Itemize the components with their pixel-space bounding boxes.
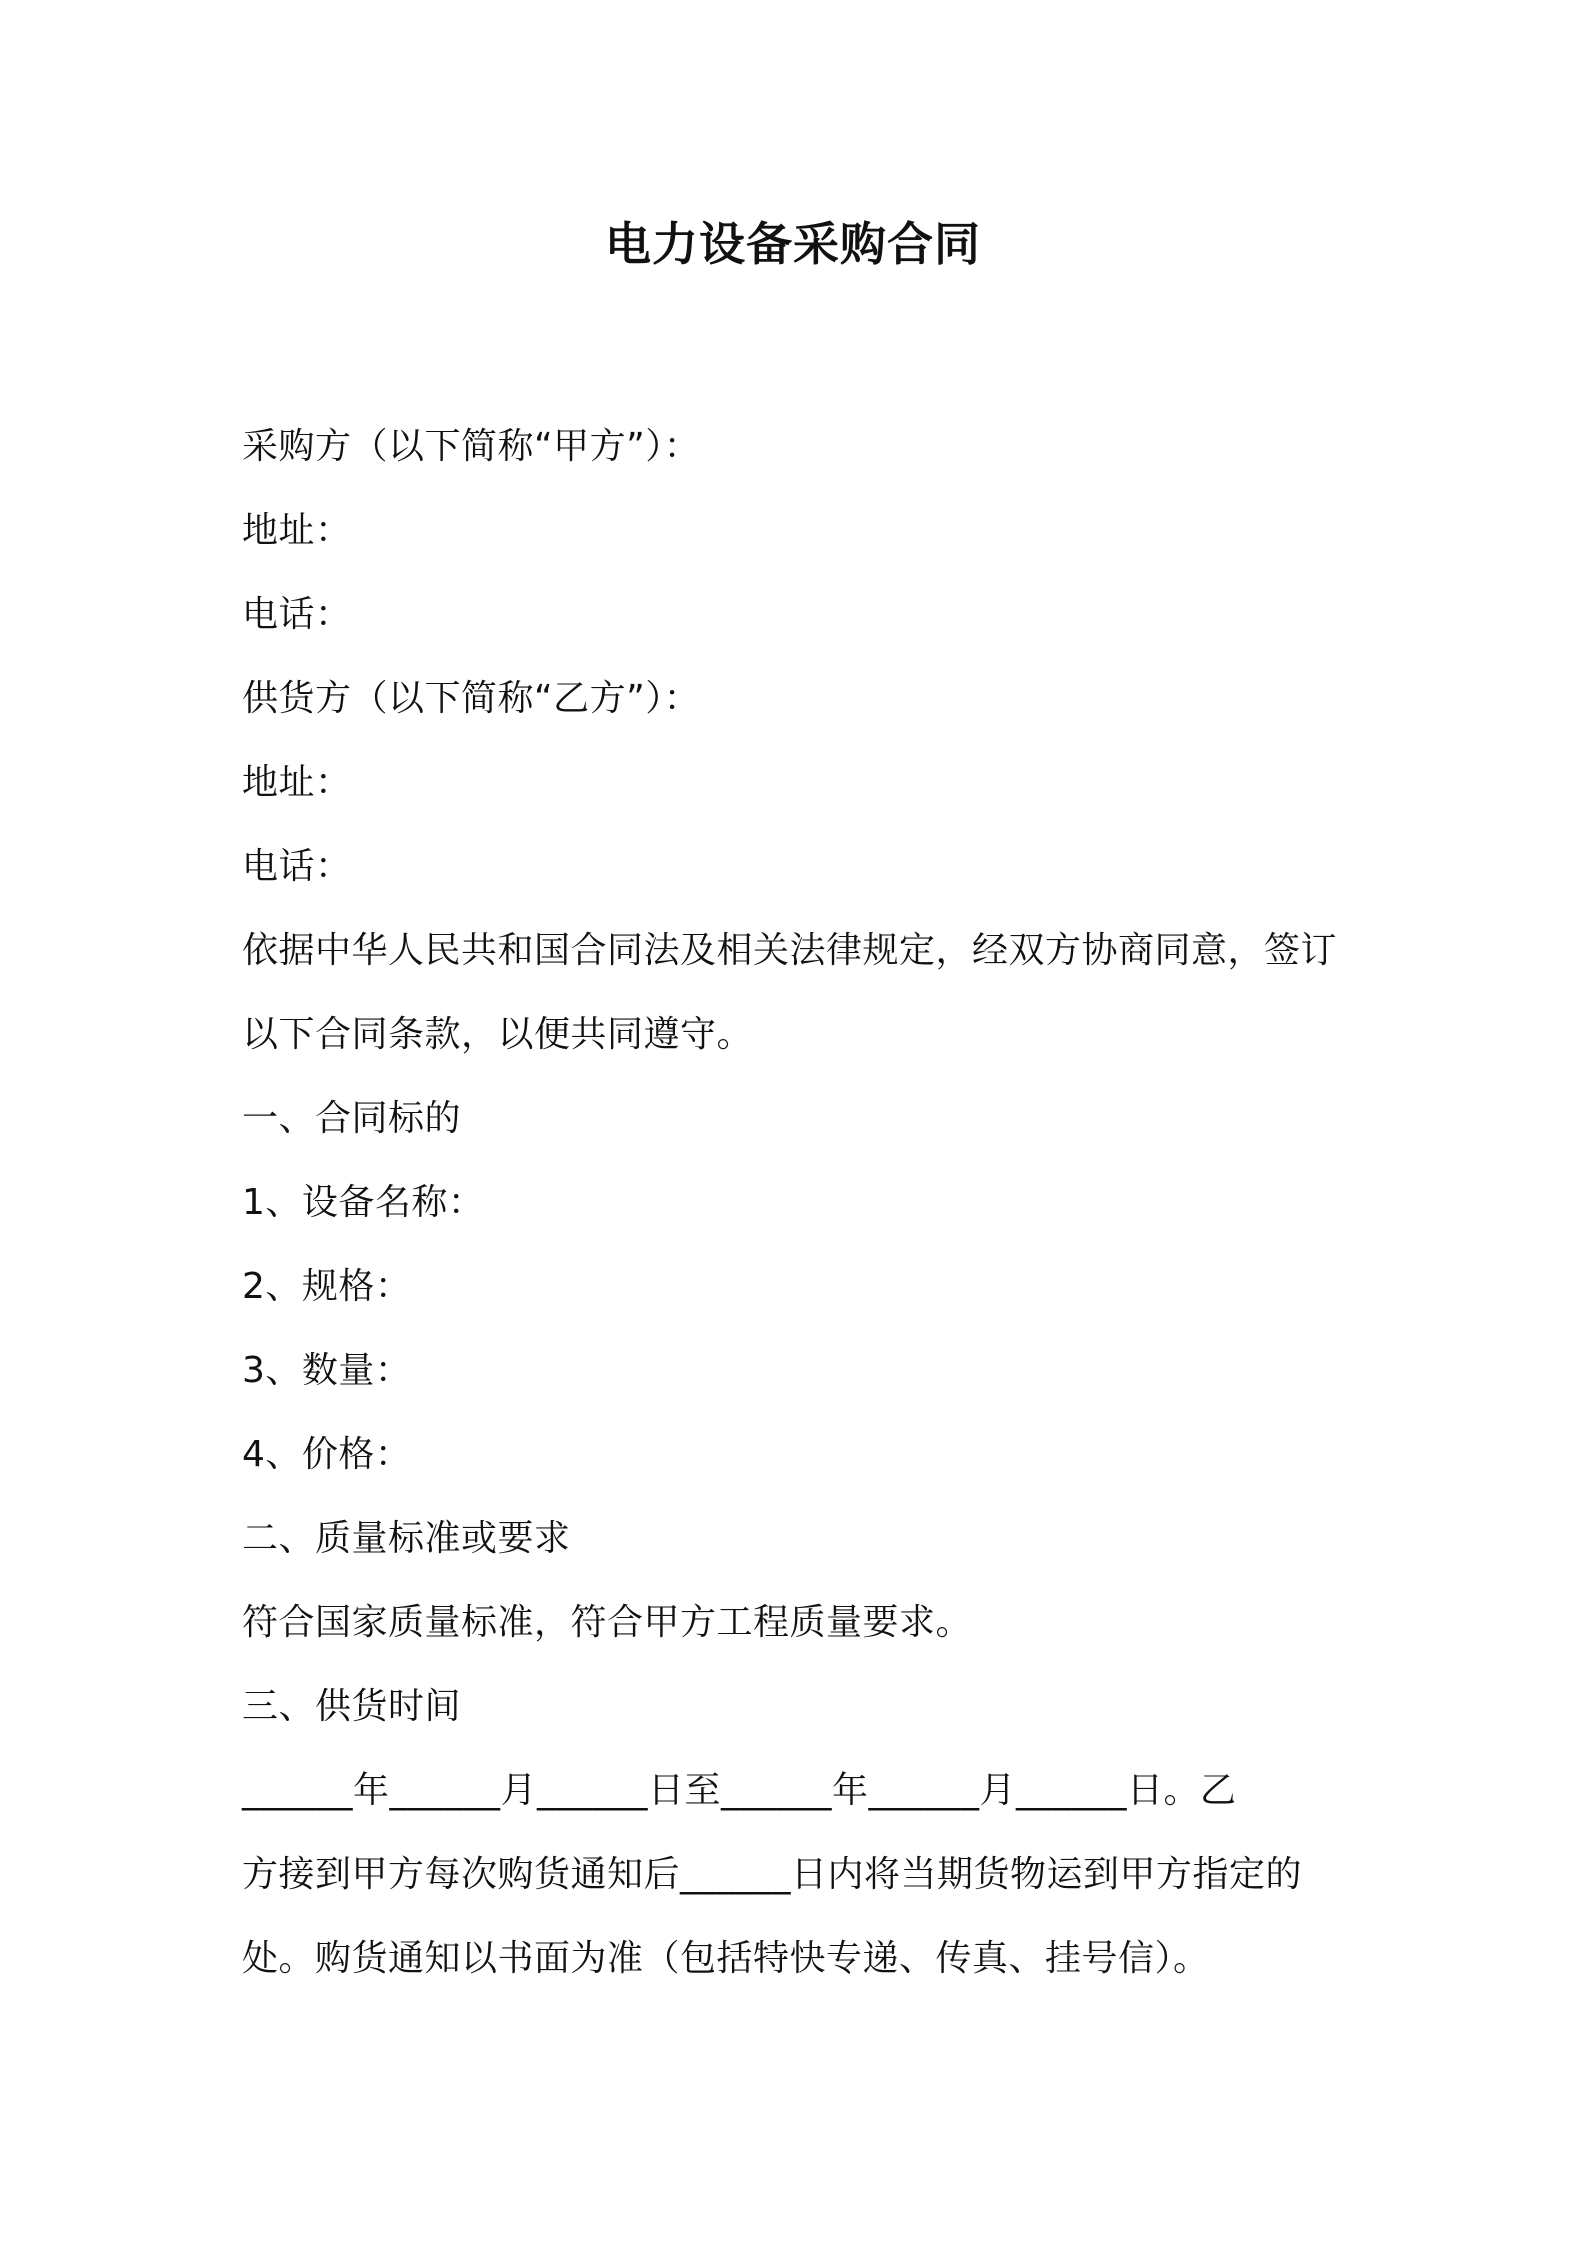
buyer-address-line: 地址： [242,510,352,551]
item-price: 4、价格： [242,1434,412,1475]
item-quantity: 3、数量： [242,1350,412,1391]
supplier-phone-line: 电话： [242,846,352,887]
section-heading-3: 三、供货时间 [242,1686,462,1727]
supplier-address-line: 地址： [242,762,352,803]
quality-text: 符合国家质量标准，符合甲方工程质量要求。 [242,1602,973,1643]
section-heading-1: 一、合同标的 [242,1098,462,1139]
item-equipment-name: 1、设备名称： [242,1182,485,1223]
supplier-line: 供货方（以下简称“乙方”）： [242,678,701,719]
section-heading-2: 二、质量标准或要求 [242,1518,571,1559]
page-title: 电力设备采购合同 [605,217,981,271]
delivery-line-2: 方接到甲方每次购货通知后______日内将当期货物运到甲方指定的 [242,1854,1303,1895]
contract-body [242,405,1362,2001]
preamble-line-2: 以下合同条款，以便共同遵守。 [242,1014,754,1055]
delivery-line-1: ______年______月______日至______年______月______日。乙 [242,1770,1237,1811]
buyer-phone-line: 电话： [242,594,352,635]
item-specification: 2、规格： [242,1266,412,1307]
preamble-line-1: 依据中华人民共和国合同法及相关法律规定，经双方协商同意，签订 [242,930,1338,971]
buyer-line: 采购方（以下简称“甲方”）： [242,426,701,467]
delivery-line-3: 处。购货通知以书面为准（包括特快专递、传真、挂号信）。 [242,1938,1210,1979]
